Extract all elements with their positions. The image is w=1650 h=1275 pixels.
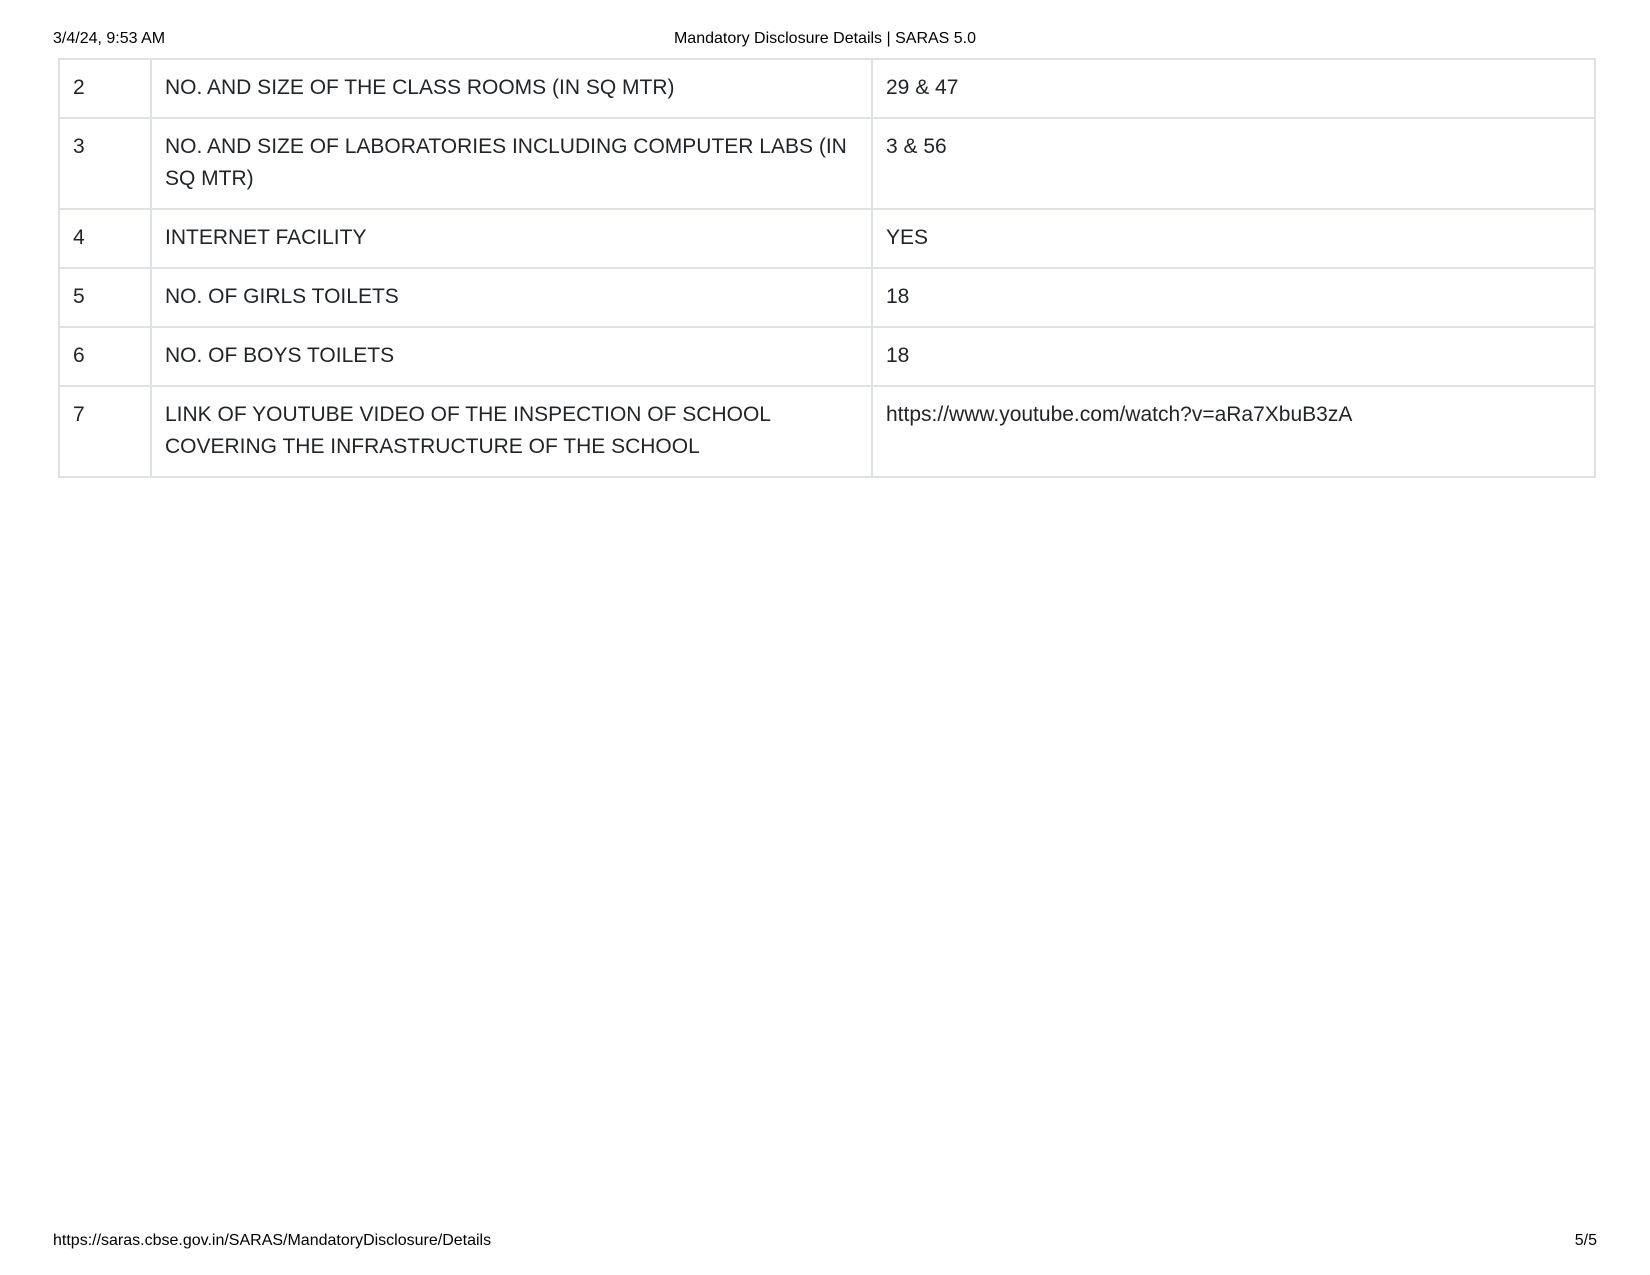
row-value: 29 & 47 (872, 59, 1595, 118)
table-row (59, 327, 1595, 386)
youtube-video-link[interactable]: https://www.youtube.com/watch?v=aRa7XbuB3zA (872, 386, 1595, 477)
row-serial-number: 6 (59, 327, 151, 386)
row-serial-number: 2 (59, 59, 151, 118)
print-header (53, 30, 1597, 50)
page-number: 5/5 (1574, 1232, 1597, 1249)
infrastructure-disclosure-table (58, 58, 1596, 478)
print-footer (53, 1232, 1597, 1252)
row-particular: NO. OF BOYS TOILETS (151, 327, 872, 386)
row-particular: INTERNET FACILITY (151, 209, 872, 268)
row-value: YES (872, 209, 1595, 268)
row-particular: NO. OF GIRLS TOILETS (151, 268, 872, 327)
row-value: 3 & 56 (872, 118, 1595, 209)
table-row (59, 386, 1595, 477)
row-value: 18 (872, 327, 1595, 386)
row-particular: NO. AND SIZE OF THE CLASS ROOMS (IN SQ MTR) (151, 59, 872, 118)
table-row (59, 59, 1595, 118)
row-serial-number: 3 (59, 118, 151, 209)
table-row (59, 118, 1595, 209)
row-particular: LINK OF YOUTUBE VIDEO OF THE INSPECTION OF SCHOOL COVERING THE INFRASTRUCTURE OF THE SCHOOL (151, 386, 872, 477)
print-datetime: 3/4/24, 9:53 AM (53, 30, 166, 47)
row-value: 18 (872, 268, 1595, 327)
row-particular: NO. AND SIZE OF LABORATORIES INCLUDING COMPUTER LABS (IN SQ MTR) (151, 118, 872, 209)
row-serial-number: 5 (59, 268, 151, 327)
row-serial-number: 4 (59, 209, 151, 268)
table-row (59, 209, 1595, 268)
table-row (59, 268, 1595, 327)
page-url: https://saras.cbse.gov.in/SARAS/MandatoryDisclosure/Details (53, 1232, 492, 1249)
row-serial-number: 7 (59, 386, 151, 477)
document-title: Mandatory Disclosure Details | SARAS 5.0 (673, 30, 977, 47)
disclosure-table-container (58, 58, 1594, 478)
